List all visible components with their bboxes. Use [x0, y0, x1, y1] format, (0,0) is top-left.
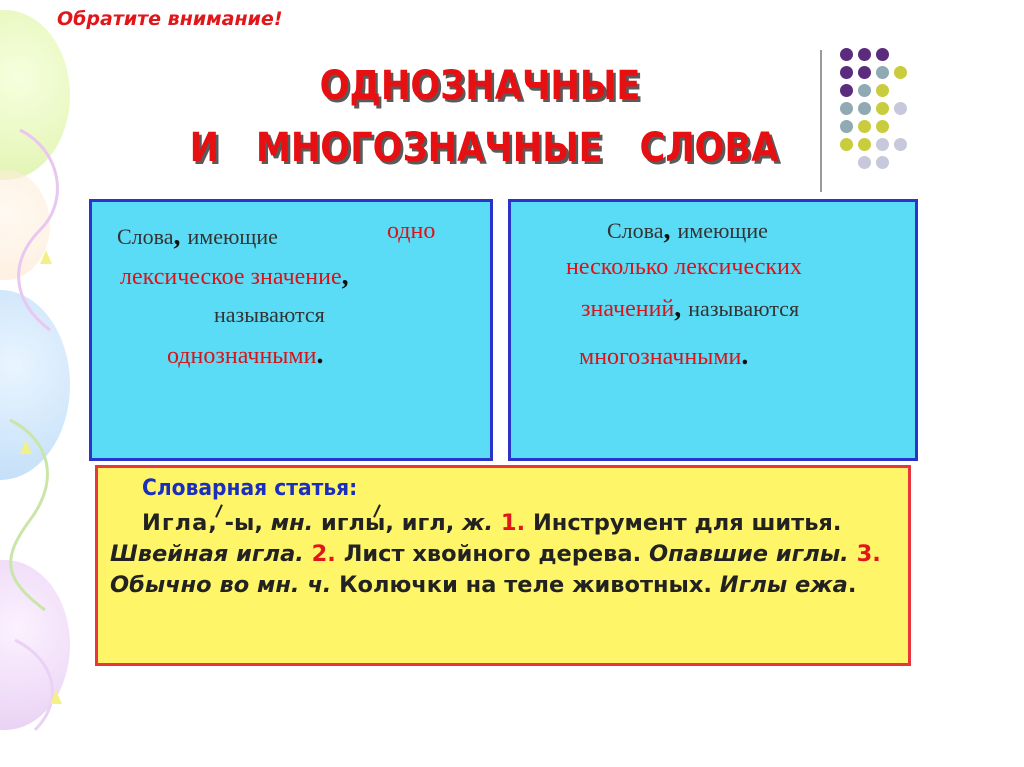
swirl-decoration: [0, 0, 95, 767]
box-line-1: Слова, имеющие: [117, 220, 278, 251]
title-line-2: И МНОГОЗНАЧНЫЕ СЛОВА: [189, 125, 779, 171]
box-line-2: несколько лексических: [566, 254, 802, 280]
dot: [858, 48, 871, 61]
dot: [840, 48, 853, 61]
box-line-4: однозначными.: [167, 339, 324, 370]
dot: [876, 84, 889, 97]
spark-icon: [50, 690, 62, 704]
slide-title: [189, 55, 779, 179]
text-segment: ж.: [462, 510, 494, 536]
box-line-4: многозначными.: [579, 340, 749, 371]
sense-number: 1.: [500, 510, 526, 536]
dot: [876, 120, 889, 133]
text-segment: Слова: [117, 224, 174, 249]
dot: [858, 156, 871, 169]
text-segment: называются: [688, 296, 800, 321]
text-segment: Лист хвойного дерева.: [335, 541, 649, 567]
text-segment: мн.: [270, 510, 314, 536]
dictionary-title: Словарная статья:: [142, 476, 358, 501]
text-segment: лексическое значение: [120, 264, 342, 290]
spark-icon: [40, 250, 52, 264]
text-segment: многозначными: [579, 344, 742, 370]
dot: [876, 48, 889, 61]
dot: [876, 102, 889, 115]
dot-grid-decoration: [840, 48, 924, 173]
box-line-2: лексическое значение,: [120, 260, 349, 291]
sense-number: 2.: [311, 541, 336, 567]
dot: [894, 102, 907, 115]
dot: [858, 102, 871, 115]
text-segment: Инструмент для шитья.: [525, 510, 842, 536]
dot: [858, 84, 871, 97]
dot: [858, 66, 871, 79]
dot: [876, 156, 889, 169]
dot: [840, 138, 853, 151]
attention-note: Обратите внимание!: [57, 8, 283, 30]
box-line-1: Слова, имеющие: [607, 214, 768, 245]
single-meaning-box: [89, 199, 493, 461]
dictionary-text: [110, 508, 900, 601]
headword: Игла: [142, 510, 209, 536]
sense-number: 3.: [856, 541, 881, 567]
multi-meaning-box: [508, 199, 918, 461]
divider-line: [820, 50, 822, 192]
text-segment: Обычно во мн. ч.: [110, 572, 332, 598]
dot: [894, 138, 907, 151]
text-segment: Колючки на теле животных.: [331, 572, 720, 598]
spark-icon: [20, 440, 32, 454]
decorative-balloons: [0, 0, 95, 767]
text-segment: имеющие: [187, 224, 278, 249]
text-segment: однозначными: [167, 343, 317, 369]
text-segment: иглы, игл,: [313, 510, 463, 536]
dot: [876, 66, 889, 79]
text-segment: имеющие: [677, 218, 768, 243]
box-line-3: значений, называются: [581, 292, 800, 323]
text-segment: Слова: [607, 218, 664, 243]
dot: [840, 84, 853, 97]
dot: [840, 120, 853, 133]
box-line-3: называются: [214, 302, 325, 327]
dot: [876, 138, 889, 151]
box-line-1-red: одно: [387, 218, 436, 244]
text-segment: значений: [581, 296, 675, 322]
example-text: Иглы ежа: [719, 572, 848, 598]
dot: [858, 120, 871, 133]
dot: [840, 102, 853, 115]
dot: [858, 138, 871, 151]
dot: [840, 66, 853, 79]
text-segment: , -ы,: [208, 510, 271, 536]
example-text: Опавшие иглы.: [648, 541, 849, 567]
text-segment: .: [847, 572, 857, 598]
example-text: Швейная игла.: [110, 541, 304, 567]
dot: [894, 66, 907, 79]
dictionary-entry-box: [95, 465, 911, 666]
title-line-1: ОДНОЗНАЧНЫЕ: [319, 63, 641, 109]
